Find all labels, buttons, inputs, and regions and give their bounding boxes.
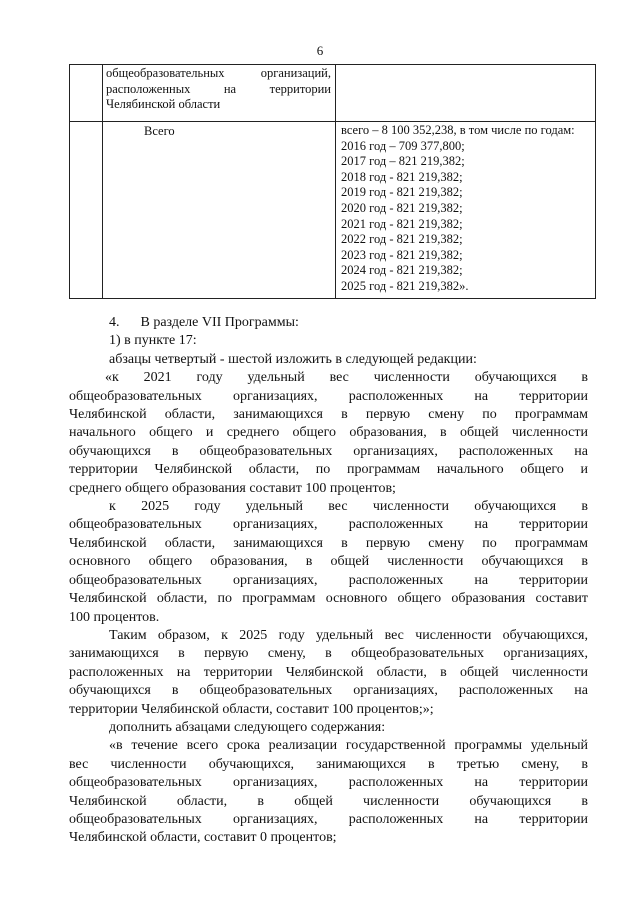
- text-line: территории Челябинской области, составит 100 процентов;»;: [69, 701, 434, 717]
- page-number: 6: [316, 43, 324, 58]
- text-line: территории Челябинской области, по программам начального общего и: [69, 462, 588, 478]
- section-item-4: 4. В разделе VII Программы:: [109, 315, 299, 330]
- year-line: 2020 год - 821 219,382;: [341, 200, 463, 215]
- table-cell-empty: [70, 122, 103, 299]
- text-line: вес численности обучающихся, занимающихся в третью смену, в: [69, 756, 588, 772]
- text-line: начального общего и среднего общего образования, в общей численности: [69, 425, 588, 441]
- text-line: Челябинской области, составит 0 процентов;: [69, 830, 337, 846]
- paragraph-2025: [69, 498, 588, 627]
- subitem-1: 1) в пункте 17:: [109, 333, 197, 349]
- text-line: общеобразовательных организациях, расположенных на территории: [69, 775, 588, 791]
- table-cell-value: [336, 65, 596, 122]
- amend-intro: абзацы четвертый - шестой изложить в следующей редакции:: [109, 351, 477, 367]
- text-line: расположенных на территории Челябинской области, в общей численности: [69, 664, 588, 680]
- table-cell-total-label: [103, 122, 336, 299]
- year-line: 2019 год - 821 219,382;: [341, 185, 463, 200]
- year-line: 2016 год – 709 377,800;: [341, 138, 465, 153]
- paragraph-thus: [69, 627, 588, 719]
- table-cell-description: [103, 65, 336, 122]
- document-body: [69, 314, 588, 848]
- text-line: общеобразовательных организациях, расположенных на территории: [69, 572, 588, 588]
- text-line: Челябинской области, занимающихся в первую смену по программам: [69, 407, 588, 423]
- year-line: 2021 год - 821 219,382;: [341, 216, 463, 231]
- text-line: «в течение всего срока реализации государственной программы удельный: [109, 738, 588, 754]
- year-line: 2022 год - 821 219,382;: [341, 232, 463, 247]
- text-line: Челябинской области, по программам основного общего образования составит: [69, 591, 588, 607]
- table-cell-line: общеобразовательных организаций,: [106, 66, 331, 80]
- year-line: 2018 год - 821 219,382;: [341, 169, 463, 184]
- table-cell-line: Челябинской области: [106, 97, 221, 112]
- text-line: обучающихся в общеобразовательных организациях, расположенных на: [69, 443, 588, 459]
- text-line: общеобразовательных организациях, расположенных на территории: [69, 517, 588, 533]
- text-line: общеобразовательных организациях, расположенных на территории: [69, 388, 588, 404]
- text-line: Челябинской области, в общей численности обучающихся в: [69, 793, 588, 809]
- text-line: 100 процентов.: [69, 609, 160, 625]
- year-line: 2024 год - 821 219,382;: [341, 263, 463, 278]
- text-line: занимающихся в первую смену, в общеобразовательных организациях,: [69, 646, 588, 662]
- text-line: основного общего образования, в общей численности обучающихся в: [69, 554, 588, 570]
- year-line: 2017 год – 821 219,382;: [341, 154, 465, 169]
- funding-table: [69, 64, 596, 299]
- total-line: всего – 8 100 352,238, в том числе по годам:: [341, 123, 575, 137]
- table-cell-line: расположенных на территории: [106, 81, 331, 96]
- text-line: «к 2021 году удельный вес численности обучающихся в: [105, 370, 588, 386]
- year-line: 2025 год - 821 219,382».: [341, 278, 469, 293]
- text-line: общеобразовательных организациях, расположенных на территории: [69, 811, 588, 827]
- text-line: к 2025 году удельный вес численности обучающихся в: [109, 499, 588, 515]
- year-line: 2023 год - 821 219,382;: [341, 247, 463, 262]
- paragraph-2021: [69, 369, 588, 498]
- table-cell-total-values: [336, 122, 596, 299]
- paragraph-third-shift: [69, 737, 588, 847]
- table-row: [70, 122, 596, 299]
- text-line: Челябинской области, занимающихся в первую смену по программам: [69, 535, 588, 551]
- total-label: Всего: [144, 124, 175, 138]
- add-intro: дополнить абзацами следующего содержания:: [109, 719, 386, 735]
- text-line: обучающихся в общеобразовательных организациях, расположенных на: [69, 683, 588, 699]
- table-row: [70, 65, 596, 122]
- text-line: Таким образом, к 2025 году удельный вес численности обучающихся,: [109, 627, 588, 643]
- table-cell-empty: [70, 65, 103, 122]
- text-line: среднего общего образования составит 100 процентов;: [69, 480, 396, 496]
